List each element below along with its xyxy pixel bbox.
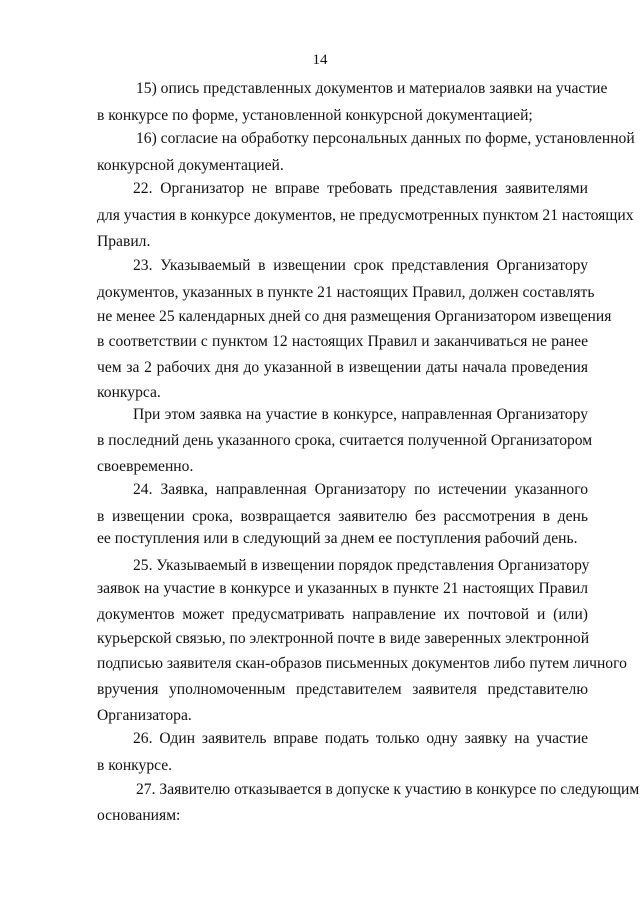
text-line: 15) опись представленных документов и материалов заявки на участие [136, 80, 608, 97]
text-line: в извещении срока, возвращается заявителю без рассмотрения в день [97, 508, 588, 525]
text-line: документов, указанных в пункте 21 настоящих Правил, должен составлять [97, 284, 595, 301]
text-line: в конкурсе по форме, установленной конкурсной документацией; [97, 107, 533, 124]
text-line: конкурса. [97, 384, 161, 401]
text-line: в последний день указанного срока, считается полученной Организатором [97, 432, 593, 449]
text-line: 23. Указываемый в извещении срок представления Организатору [133, 257, 588, 274]
text-line: ее поступления или в следующий за днем ее поступления рабочий день. [97, 530, 578, 547]
page-number: 14 [312, 52, 328, 68]
text-line: 16) согласие на обработку персональных данных по форме, установленной [136, 130, 635, 147]
text-line: вручения уполномоченным представителем заявителя представителю [97, 681, 588, 698]
text-line: документов может предусматривать направление их почтовой и (или) [97, 606, 588, 623]
text-line: подписью заявителя скан-образов письменных документов либо путем личного [97, 655, 627, 672]
text-line: своевременно. [97, 458, 194, 475]
text-line: для участия в конкурсе документов, не предусмотренных пунктом 21 настоящих [97, 207, 634, 224]
text-line: конкурсной документацией. [97, 157, 284, 174]
text-line: 26. Один заявитель вправе подать только одну заявку на участие [133, 730, 588, 747]
text-line: в соответствии с пунктом 12 настоящих Правил и заканчиваться не ранее [97, 333, 588, 350]
text-line: не менее 25 календарных дней со дня размещения Организатором извещения [97, 308, 612, 325]
text-line: основаниям: [97, 807, 181, 824]
text-line: 27. Заявителю отказывается в допуске к участию в конкурсе по следующим [136, 781, 640, 798]
text-line: чем за 2 рабочих дня до указанной в извещении даты начала проведения [97, 359, 588, 376]
text-line: При этом заявка на участие в конкурсе, направленная Организатору [133, 406, 588, 423]
text-line: курьерской связью, по электронной почте в виде заверенных электронной [97, 630, 590, 647]
text-line: 22. Организатор не вправе требовать представления заявителями [133, 180, 588, 197]
text-line: в конкурсе. [97, 757, 173, 774]
text-line: заявок на участие в конкурсе и указанных в пункте 21 настоящих Правил [97, 580, 588, 597]
text-line: 25. Указываемый в извещении порядок представления Организатору [133, 557, 590, 574]
text-line: Организатора. [97, 707, 192, 724]
text-line: Правил. [97, 233, 151, 250]
text-line: 24. Заявка, направленная Организатору по истечении указанного [133, 481, 588, 498]
